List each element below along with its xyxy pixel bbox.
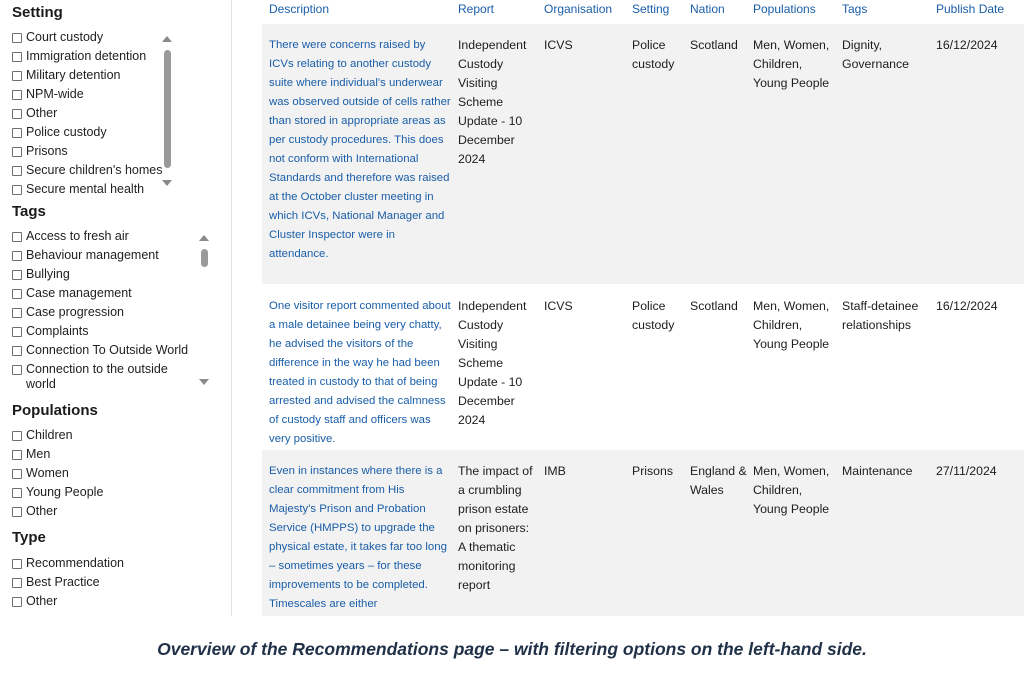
tags-filter-title: Tags [12,203,46,220]
checkbox[interactable] [12,450,22,460]
populations-filter-other[interactable]: Other [12,504,202,523]
nation-cell: Scotland [690,299,738,313]
setting-cell: Police custody [632,299,675,332]
publish-date-cell: 27/11/2024 [936,464,997,478]
populations-filter-young-people[interactable]: Young People [12,485,202,504]
checkbox[interactable] [12,52,22,62]
table-row[interactable] [262,450,1024,616]
scroll-down-arrow-icon[interactable] [162,180,172,186]
checkbox[interactable] [12,33,22,43]
setting-filter-title: Setting [12,4,63,21]
setting-filter-list[interactable] [12,30,202,196]
scroll-thumb[interactable] [201,249,208,267]
report-cell: Independent Custody Visiting Scheme Update - 10 December 2024 [458,38,527,166]
type-filter-recommendation[interactable]: Recommendation [12,556,202,575]
tags-filter-complaints[interactable]: Complaints [12,324,202,343]
report-cell: Independent Custody Visiting Scheme Update - 10 December 2024 [458,299,527,427]
populations-cell: Men, Women, Children, Young People [753,464,830,516]
checkbox[interactable] [12,185,22,195]
checkbox[interactable] [12,327,22,337]
checkbox[interactable] [12,488,22,498]
setting-filter-court-custody[interactable]: Court custody [12,30,202,49]
organisation-cell: IMB [544,464,566,478]
type-filter-list [12,556,202,613]
report-cell: The impact of a crumbling prison estate on prisoners: A thematic monitoring report [458,464,533,592]
type-filter-other[interactable]: Other [12,594,202,613]
tags-filter-case-management[interactable]: Case management [12,286,202,305]
tags-scrollbar[interactable] [198,235,210,387]
description-cell[interactable]: There were concerns raised by ICVs relating to another custody suite where individual's underwear was observed outside of cells rather than stored in appropriate areas as per custody procedures. This does not conform with International Standards and therefore was raised at the October cluster meeting in which ICVs, National Manager and Cluster Inspector were in attendance. [269,39,451,260]
column-header-populations[interactable]: Populations [753,2,816,16]
checkbox[interactable] [12,109,22,119]
type-filter-title: Type [12,529,46,546]
column-header-nation[interactable]: Nation [690,2,725,16]
checkbox[interactable] [12,469,22,479]
organisation-cell: ICVS [544,299,573,313]
populations-cell: Men, Women, Children, Young People [753,38,830,90]
setting-filter-other[interactable]: Other [12,106,202,125]
populations-cell: Men, Women, Children, Young People [753,299,830,351]
table-row[interactable] [262,285,1024,449]
column-header-report[interactable]: Report [458,2,495,16]
scroll-down-arrow-icon[interactable] [199,379,209,385]
setting-filter-prisons[interactable]: Prisons [12,144,202,163]
table-row[interactable] [262,24,1024,284]
setting-filter-secure-childrens-homes[interactable]: Secure children's homes [12,163,202,182]
checkbox[interactable] [12,597,22,607]
tags-cell: Staff-detainee relationships [842,299,919,332]
checkbox[interactable] [12,289,22,299]
tags-filter-access-to-fresh-air[interactable]: Access to fresh air [12,229,202,248]
checkbox[interactable] [12,559,22,569]
tags-filter-connection-to-the-outside-world[interactable]: Connection to the outside world [12,362,190,392]
scroll-thumb[interactable] [164,50,171,168]
column-header-publish-date[interactable]: Publish Date [936,2,1005,16]
figure-caption: Overview of the Recommendations page – with filtering options on the left-hand side. [157,639,867,659]
recommendations-table [232,0,1024,616]
type-filter-best-practice[interactable]: Best Practice [12,575,202,594]
nation-cell: Scotland [690,38,738,52]
scroll-up-arrow-icon[interactable] [162,36,172,42]
checkbox[interactable] [12,365,22,375]
tags-filter-connection-to-outside-world[interactable]: Connection To Outside World [12,343,202,362]
organisation-cell: ICVS [544,38,573,52]
tags-filter-bullying[interactable]: Bullying [12,267,202,286]
setting-scrollbar[interactable] [161,36,173,188]
column-header-tags[interactable]: Tags [842,2,868,16]
checkbox[interactable] [12,308,22,318]
setting-filter-npm-wide[interactable]: NPM-wide [12,87,202,106]
setting-filter-secure-mental-health[interactable]: Secure mental health [12,182,202,196]
checkbox[interactable] [12,166,22,176]
checkbox[interactable] [12,147,22,157]
checkbox[interactable] [12,251,22,261]
tags-cell: Dignity, Governance [842,38,909,71]
populations-filter-list [12,428,202,523]
checkbox[interactable] [12,128,22,138]
populations-filter-title: Populations [12,402,98,419]
checkbox[interactable] [12,270,22,280]
filter-sidebar [0,0,232,616]
setting-cell: Police custody [632,38,675,71]
populations-filter-children[interactable]: Children [12,428,202,447]
table-header [232,0,1024,22]
setting-filter-immigration-detention[interactable]: Immigration detention [12,49,202,68]
tags-filter-case-progression[interactable]: Case progression [12,305,202,324]
nation-cell: England & Wales [690,464,747,497]
populations-filter-men[interactable]: Men [12,447,202,466]
column-header-organisation[interactable]: Organisation [544,2,613,16]
setting-filter-police-custody[interactable]: Police custody [12,125,202,144]
checkbox[interactable] [12,346,22,356]
checkbox[interactable] [12,71,22,81]
checkbox[interactable] [12,90,22,100]
checkbox[interactable] [12,431,22,441]
checkbox[interactable] [12,232,22,242]
setting-filter-military-detention[interactable]: Military detention [12,68,202,87]
populations-filter-women[interactable]: Women [12,466,202,485]
tags-filter-list[interactable] [12,229,202,395]
column-header-setting[interactable]: Setting [632,2,670,16]
checkbox[interactable] [12,578,22,588]
publish-date-cell: 16/12/2024 [936,299,998,313]
publish-date-cell: 16/12/2024 [936,38,998,52]
setting-cell: Prisons [632,464,674,478]
description-cell[interactable]: One visitor report commented about a male detainee being very chatty, he advised the visitors of the difference in the way he had been treated in custody to that of being arrested and advised the calmness of custody staff and officers was very positive. [269,300,451,445]
description-cell[interactable]: Even in instances where there is a clear commitment from His Majesty's Prison and Probation Service (HMPPS) to upgrade the physical estate, it takes far too long – sometimes years – for these improvements to be completed. Timescales are either [269,465,447,610]
tags-cell: Maintenance [842,464,913,478]
column-header-description[interactable]: Description [269,2,330,16]
tags-filter-behaviour-management[interactable]: Behaviour management [12,248,202,267]
scroll-up-arrow-icon[interactable] [199,235,209,241]
checkbox[interactable] [12,507,22,517]
